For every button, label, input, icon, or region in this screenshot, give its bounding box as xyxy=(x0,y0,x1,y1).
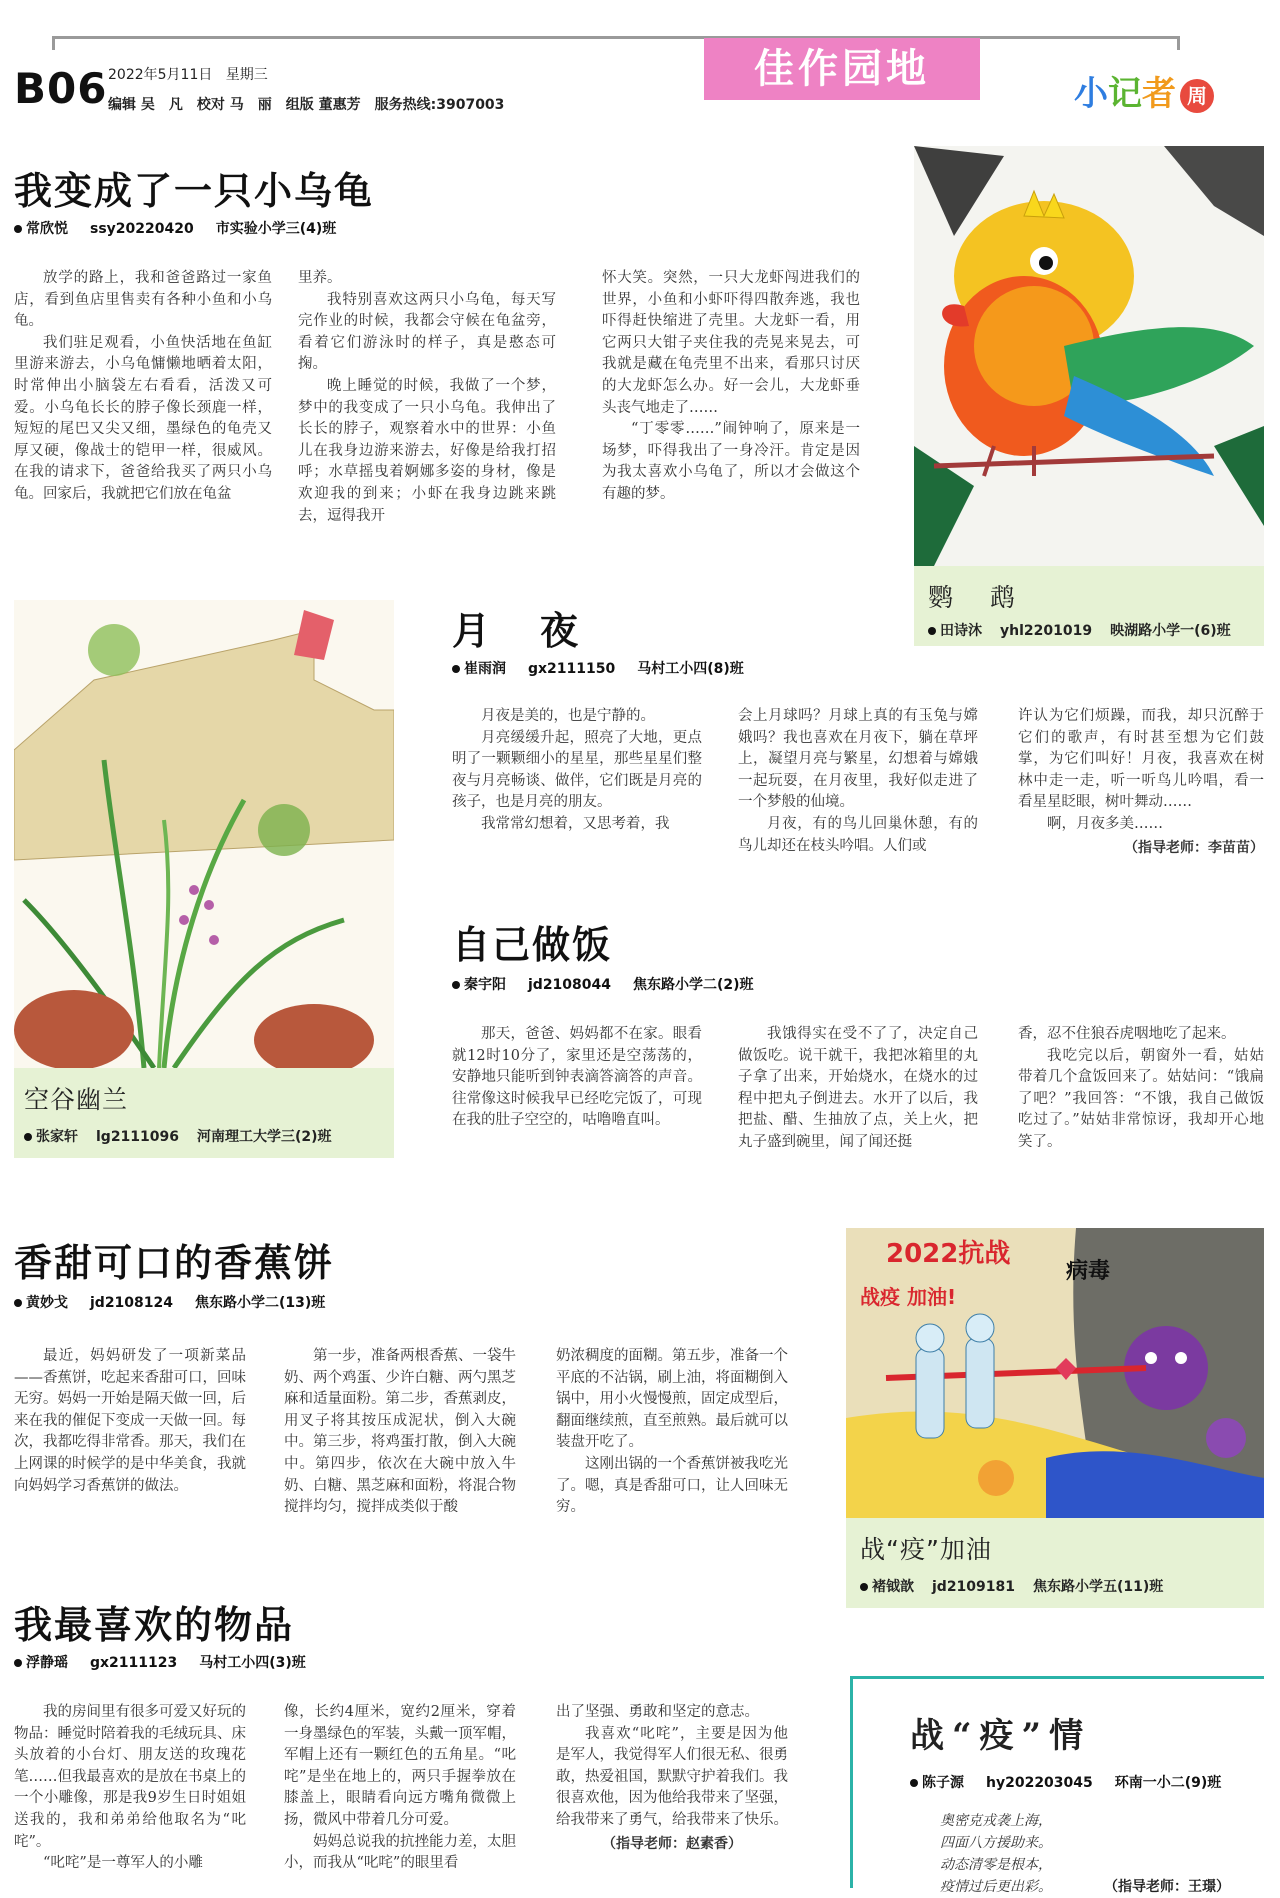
issue-date: 2022年5月11日 星期三 xyxy=(108,67,268,83)
artwork-card-antivirus xyxy=(846,1228,1264,1608)
cook-col-2: 我饿得实在受不了了，决定自己做饭吃。说干就干，我把冰箱里的丸子拿了出来，开始烧水，在烧水的过程中把丸子倒进去。水开了以后，我把盐、醋、生抽放了点，关上火，把丸子盛到碗里，闻了闻还挺 xyxy=(738,1026,978,1150)
poem-byline: 陈子源 hy202203045 环南一小二(9)班 xyxy=(910,1772,1243,1792)
parrot-byline: 田诗沐 yhl2201019 映湖路小学一(6)班 xyxy=(928,620,1249,640)
banana-col-1: 最近，妈妈研发了一项新菜品——香蕉饼，吃起来香甜可口，回味无穷。妈妈一开始是隔天做一回，后来在我的催促下变成一天做一回。每次，我都吃得非常香。那天，我们在上网课的时候学的是中华美食，我就向妈妈学习香蕉饼的做法。 xyxy=(14,1348,246,1494)
favorite-col-2: 像，长约4厘米，宽约2厘米，穿着一身墨绿色的军装，头戴一顶军帽，军帽上还有一颗红色的五角星。“叱咤”是坐在地上的，两只手握拳放在膝盖上，眼睛看向远方嘴角微微上扬，微风中带着几分可爱。 妈妈总说我的抗挫能力差，太胆小，而我从“叱咤”的眼里看 xyxy=(284,1704,516,1872)
favorite-col-1: 我的房间里有很多可爱又好玩的物品：睡觉时陪着我的毛绒玩具、床头放着的小台灯、朋友送的玫瑰花笔……但我最喜欢的是放在书桌上的一个小雕像，那是我9岁生日时姐姐送我的，我和弟弟给他取名为“叱咤”。 “叱咤”是一尊军人的小雕 xyxy=(14,1704,246,1872)
favorite-col-3: 出了坚强、勇敢和坚定的意志。 我喜欢“叱咤”，主要是因为他是军人，我觉得军人们很无私、很勇敢，热爱祖国，默默守护着我们。我很喜欢他，因为他给我带来了坚强，给我带来了勇气，给我带来了快乐。 （指导老师：赵素香） xyxy=(556,1702,788,1855)
moon-teacher: （指导老师：李苗苗） xyxy=(1124,839,1264,856)
antivirus-byline: 褚钺歆 jd2109181 焦东路小学五(11)班 xyxy=(860,1576,1181,1596)
poem-teacher: （指导老师：王璟） xyxy=(1104,1879,1230,1895)
poem-border-left xyxy=(850,1676,853,1888)
byline-favorite: 浮静瑶 gx2111123 马村工小四(3)班 xyxy=(14,1652,328,1672)
banana-col-3: 奶浓稠度的面糊。第五步，准备一个平底的不沾锅，刷上油，将面糊倒入锅中，用小火慢慢煎，固定成型后，翻面继续煎，直至煎熟。最后就可以装盘开吃了。 这刚出锅的一个香蕉饼被我吃光了。嗯，真是香甜可口，让人回味无穷。 xyxy=(556,1348,788,1516)
top-rule xyxy=(52,36,1180,39)
moon-col-2: 会上月球吗？月球上真的有玉兔与嫦娥吗？我也喜欢在月夜下，躺在草坪上，凝望月亮与繁星，幻想着与嫦娥一起玩耍，在月夜里，我好似走进了一个梦般的仙境。 月夜，有的鸟儿回巢休憩，有的鸟儿却还在枝头吟唱。人们或 xyxy=(738,708,978,854)
orchid-painting xyxy=(14,600,394,1068)
parrot-drawing xyxy=(914,146,1264,566)
article-title-favorite: 我最喜欢的物品 xyxy=(14,1603,295,1647)
orchid-drawing xyxy=(14,600,394,1068)
moon-col-1: 月夜是美的，也是宁静的。 月亮缓缓升起，照亮了大地，更点明了一颗颗细小的星星，那些星星们整夜与月亮畅谈、做伴，它们既是月亮的孩子，也是月亮的朋友。 我常常幻想着，又思考着，我 xyxy=(452,708,702,832)
byline-turtle: 常欣悦 ssy20220420 市实验小学三(4)班 xyxy=(14,218,358,238)
turtle-col-3: 怀大笑。突然，一只大龙虾闯进我们的世界，小鱼和小虾吓得四散奔逃，我也吓得赶快缩进了壳里。大龙虾一看，用它两只大钳子夹住我的壳晃来晃去，可我就是藏在龟壳里不出来，看那只讨厌的大龙虾怎么办。好一会儿，大龙虾垂头丧气地走了…… “丁零零……”闹钟响了，原来是一场梦，吓得我出了一身冷汗。肯定是因为我太喜欢小乌龟了，所以才会做这个有趣的梦。 xyxy=(602,270,860,502)
page-number: B06 xyxy=(14,64,108,113)
moon-col-3: 许认为它们烦躁，而我，却只沉醉于它们的歌声，有时甚至想为它们鼓掌，为它们叫好！月夜，我喜欢在树林中走一走，听一听鸟儿吟唱，看一看星星眨眼，树叶舞动…… 啊，月夜多美…… （指导老师：李苗苗） xyxy=(1018,706,1264,859)
byline-moon: 崔雨润 gx2111150 马村工小四(8)班 xyxy=(452,658,766,678)
publication-logo: 小记者 周刊 xyxy=(1074,66,1214,115)
section-banner: 佳作园地 xyxy=(704,38,980,100)
byline-cook: 秦宇阳 jd2108044 焦东路小学二(2)班 xyxy=(452,974,776,994)
turtle-col-2: 里养。 我特别喜欢这两只小乌龟，每天写完作业的时候，我都会守候在龟盆旁，看着它们游泳时的样子，真是憨态可掬。 晚上睡觉的时候，我做了一个梦，梦中的我变成了一只小乌龟。我伸出了长长的脖子，观察着水中的世界：小鱼儿在我身边游来游去，好像是给我打招呼；水草摇曳着婀娜多姿的身材，像是欢迎我的到来；小虾在我身边跳来跳去，逗得我开 xyxy=(298,270,556,524)
favorite-teacher: （指导老师：赵素香） xyxy=(602,1835,742,1852)
antivirus-caption: 战“疫”加油 xyxy=(860,1535,992,1564)
cook-col-1: 那天，爸爸、妈妈都不在家。眼看就12时10分了，家里还是空荡荡的，安静地只能听到钟表滴答滴答的声音。往常像这时候我早已经吃完饭了，可现在我的肚子空空的，咕噜噜直叫。 xyxy=(452,1026,702,1129)
antivirus-year-text: 2022抗战 xyxy=(886,1239,1011,1269)
poem-lines: 奥密克戎袭上海， 四面八方援助来。 动态清零是根本， 疫情过后更出彩。 xyxy=(940,1813,1052,1895)
turtle-col-1: 放学的路上，我和爸爸路过一家鱼店，看到鱼店里售卖有各种小鱼和小乌龟。 我们驻足观看，小鱼快活地在鱼缸里游来游去，小乌龟慵懒地晒着太阳，时常伸出小脑袋左右看看，活泼又可爱。小乌龟长长的脖子像长颈鹿一样，短短的尾巴又尖又细，墨绿色的龟壳又厚又硬，像战士的铠甲一样，很威风。在我的请求下，爸爸给我买了两只小乌龟。回家后，我就把它们放在龟盆 xyxy=(14,270,272,502)
artwork-card-orchid xyxy=(14,600,394,1158)
antivirus-drawing xyxy=(846,1228,1264,1518)
artwork-card-parrot xyxy=(914,146,1264,646)
top-rule-tick-left xyxy=(52,36,55,50)
parrot-caption: 鹦 鹉 xyxy=(928,583,1022,612)
antivirus-cheer-text: 战疫 加油! xyxy=(860,1285,957,1309)
article-title-cook: 自己做饭 xyxy=(452,923,613,967)
byline-banana: 黄妙戈 jd2108124 焦东路小学二(13)班 xyxy=(14,1292,347,1312)
antivirus-painting xyxy=(846,1228,1264,1518)
cook-col-3: 香，忍不住狼吞虎咽地吃了起来。 我吃完以后，朝窗外一看，姑姑带着几个盒饭回来了。姑姑问：“饿扁了吧？”我回答：“不饿，我自己做饭吃过了。”姑姑非常惊讶，我却开心地笑了。 xyxy=(1018,1026,1264,1150)
article-title-banana: 香甜可口的香蕉饼 xyxy=(14,1241,335,1285)
orchid-byline: 张家轩 lg2111096 河南理工大学三(2)班 xyxy=(24,1126,350,1146)
antivirus-virus-text: 病毒 xyxy=(1066,1259,1111,1284)
top-rule-tick-right xyxy=(1177,36,1180,50)
poem-title: 战“疫”情 xyxy=(910,1716,1092,1756)
poem-border-top xyxy=(850,1676,1264,1679)
article-title-moon: 月 夜 xyxy=(452,609,585,653)
parrot-painting xyxy=(914,146,1264,566)
staff-line: 编辑 吴 凡 校对 马 丽 组版 董惠芳 服务热线:3907003 xyxy=(108,97,505,113)
orchid-caption: 空谷幽兰 xyxy=(24,1085,129,1114)
banana-col-2: 第一步，准备两根香蕉、一袋牛奶、两个鸡蛋、少许白糖、两勺黑芝麻和适量面粉。第二步，香蕉剥皮，用叉子将其按压成泥状，倒入大碗中。第三步，将鸡蛋打散，倒入大碗中。第四步，依次在大碗中放入牛奶、白糖、黑芝麻和面粉，将混合物搅拌均匀，搅拌成类似于酸 xyxy=(284,1348,516,1516)
article-title-turtle: 我变成了一只小乌龟 xyxy=(14,169,375,213)
